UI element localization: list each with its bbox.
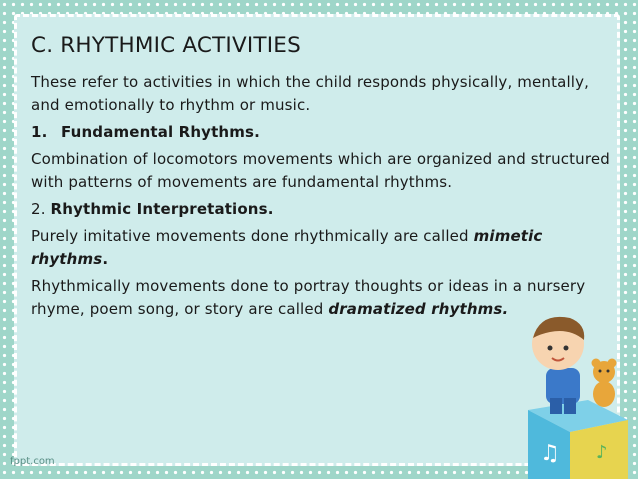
child-eye-right — [564, 346, 569, 351]
watermark: fppt.com — [10, 456, 55, 467]
section1-text: Combination of locomotors movements which are organized and structured with patterns of movements are fundamental rhythms. — [31, 150, 610, 191]
teddy-eye-left — [599, 370, 602, 373]
slide-title: C. RHYTHMIC ACTIVITIES — [31, 33, 301, 58]
teddy-eye-right — [607, 370, 610, 373]
teddy-ear-left — [592, 359, 601, 368]
mimetic-paragraph — [31, 225, 621, 271]
intro-text: These refer to activities in which the child responds physically, mentally, and emotionally to rhythm or music. — [31, 73, 590, 114]
music-note-icon: ♫ — [540, 441, 560, 466]
dramatized-text: Rhythmically movements done to portray thoughts or ideas in a nursery rhyme, poem song, or story are called — [31, 277, 586, 318]
section1-number: 1. — [31, 123, 48, 141]
slide-content — [31, 26, 621, 325]
mimetic-term: mimetic rhythms — [31, 227, 543, 268]
child-on-music-block-illustration — [500, 310, 638, 479]
section2-title: Rhythmic Interpretations. — [50, 200, 274, 218]
child-leg-right — [564, 398, 576, 414]
section2-number: 2. — [31, 200, 46, 218]
dramatized-term: dramatized rhythms. — [328, 300, 509, 318]
music-note-icon-2: ♪ — [596, 442, 608, 463]
child-eye-left — [548, 346, 553, 351]
teddy-body — [593, 381, 615, 407]
child-leg-left — [550, 398, 562, 414]
mimetic-end: . — [102, 250, 109, 268]
mimetic-text: Purely imitative movements done rhythmically are called — [31, 227, 469, 245]
teddy-ear-right — [608, 359, 617, 368]
section2-heading — [31, 198, 621, 221]
section1-title: Fundamental Rhythms. — [61, 123, 260, 141]
section1-heading — [31, 121, 621, 144]
